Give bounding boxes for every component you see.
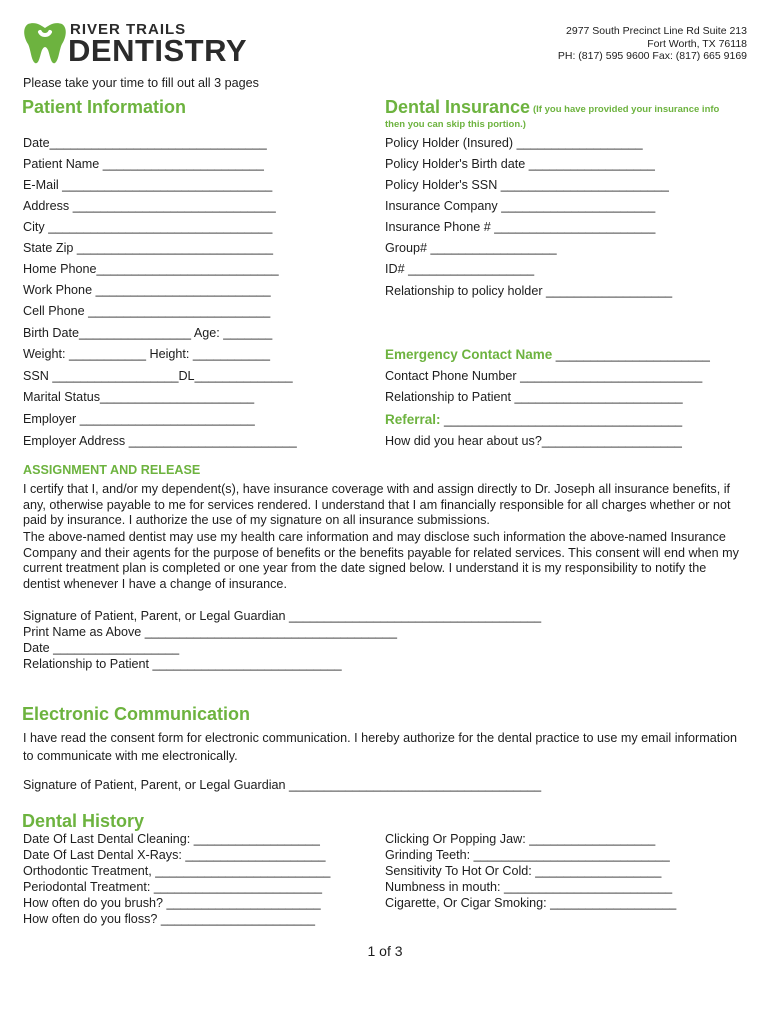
patient-field-marital[interactable]: Marital Status______________________ [23,390,255,404]
referral-question[interactable]: How did you hear about us?____________________ [385,434,682,448]
referral-line[interactable]: __________________________________ [440,413,683,427]
patient-field-employer[interactable]: Employer _________________________ [23,412,255,426]
patient-info-title: Patient Information [22,97,187,117]
history-smoking[interactable]: Cigarette, Or Cigar Smoking: __________________ [385,896,677,910]
electronic-comm-title: Electronic Communication [22,704,251,724]
history-brush-frequency[interactable]: How often do you brush? ______________________ [23,896,321,910]
address-line2: Fort Worth, TX 76118 [647,37,747,50]
assignment-title: ASSIGNMENT AND RELEASE [23,463,201,477]
patient-field-email[interactable]: E-Mail ______________________________ [23,178,273,192]
patient-field-address[interactable]: Address _____________________________ [23,199,276,213]
patient-field-weight-height[interactable]: Weight: ___________ Height: ___________ [23,347,270,361]
patient-field-work-phone[interactable]: Work Phone _________________________ [23,283,271,297]
assignment-relationship[interactable]: Relationship to Patient ___________________________ [23,657,342,671]
history-clicking-jaw[interactable]: Clicking Or Popping Jaw: __________________ [385,832,656,846]
ins-field-company[interactable]: Insurance Company ______________________ [385,199,656,213]
patient-field-home-phone[interactable]: Home Phone__________________________ [23,262,279,276]
logo-line1: RIVER TRAILS [70,21,187,38]
emergency-contact-row[interactable] [385,346,710,364]
patient-field-name[interactable]: Patient Name _______________________ [23,157,264,171]
ins-field-holder-birthdate[interactable]: Policy Holder's Birth date __________________ [385,157,655,171]
electronic-comm-paragraph: I have read the consent form for electronic communication. I hereby authorize for the dental practice to use my email information to communicate with me electronically. [23,731,738,763]
phone-fax-line: PH: (817) 595 9600 Fax: (817) 665 9169 [557,50,747,62]
history-last-cleaning[interactable]: Date Of Last Dental Cleaning: __________________ [23,832,320,846]
intro-text: Please take your time to fill out all 3 pages [23,76,259,90]
assignment-date[interactable]: Date __________________ [23,641,180,655]
patient-field-city[interactable]: City ________________________________ [23,220,273,234]
patient-field-cell-phone[interactable]: Cell Phone __________________________ [23,304,271,318]
ins-field-phone[interactable]: Insurance Phone # _______________________ [385,220,656,234]
emergency-contact-phone[interactable]: Contact Phone Number __________________________ [385,369,703,383]
history-last-xrays[interactable]: Date Of Last Dental X-Rays: ____________________ [23,848,326,862]
emergency-relationship[interactable]: Relationship to Patient ________________________ [385,390,683,404]
emergency-contact-line[interactable]: ______________________ [552,348,710,362]
dental-insurance-title: Dental Insurance [385,97,531,117]
patient-field-ssn-dl[interactable]: SSN __________________DL______________ [23,369,293,383]
insurance-note-line2: then you can skip this portion.) [385,119,526,130]
patient-field-employer-address[interactable]: Employer Address ________________________ [23,434,297,448]
insurance-note-line1: (If you have provided your insurance info [533,104,720,115]
assignment-signature[interactable]: Signature of Patient, Parent, or Legal Guardian ____________________________________ [23,609,542,623]
ins-field-policy-holder[interactable]: Policy Holder (Insured) __________________ [385,136,643,150]
history-floss-frequency[interactable]: How often do you floss? ______________________ [23,912,315,926]
page-number: 1 of 3 [367,943,403,959]
address-line1: 2977 South Precinct Line Rd Suite 213 [566,25,747,37]
ins-field-holder-ssn[interactable]: Policy Holder's SSN ________________________ [385,178,669,192]
tooth-logo-icon [22,20,68,66]
assignment-print-name[interactable]: Print Name as Above ____________________________________ [23,625,397,639]
history-numbness[interactable]: Numbness in mouth: ________________________ [385,880,673,894]
patient-field-state-zip[interactable]: State Zip ____________________________ [23,241,274,255]
patient-field-birth-age[interactable]: Birth Date________________ Age: _______ [23,326,273,340]
electronic-signature[interactable]: Signature of Patient, Parent, or Legal Guardian ____________________________________ [23,778,542,792]
practice-address [558,25,747,63]
referral-row[interactable] [385,411,682,429]
history-periodontal[interactable]: Periodontal Treatment: ________________________ [23,880,323,894]
emergency-contact-title: Emergency Contact Name [385,347,553,362]
assignment-paragraph2: The above-named dentist may use my health care information and may disclose such information the above-named Insurance Company and their agents for the purpose of benefits or the benefits payable for related services. This consent will end when my current treatment plan is completed or one year from the date signed below. I understand it is my responsibility to notify the dentist whenever I have a change of insurance. [23,530,739,591]
ins-field-relationship[interactable]: Relationship to policy holder __________________ [385,284,673,298]
ins-field-id[interactable]: ID# __________________ [385,262,535,276]
ins-field-group[interactable]: Group# __________________ [385,241,557,255]
history-grinding-teeth[interactable]: Grinding Teeth: ____________________________ [385,848,670,862]
assignment-paragraph1: I certify that I, and/or my dependent(s), have insurance coverage with and assign directly to Dr. Joseph all insurance benefits, if any, otherwise payable to me for services rendered. I understand that I am financially responsible for all charges whether or not paid by insurance. I authorize the use of my signature on all insurance submissions. [23,482,731,528]
history-orthodontic[interactable]: Orthodontic Treatment, _________________________ [23,864,331,878]
dental-history-title: Dental History [22,811,145,831]
referral-title: Referral: [385,412,441,427]
patient-field-date[interactable]: Date_______________________________ [23,136,267,150]
history-sensitivity[interactable]: Sensitivity To Hot Or Cold: __________________ [385,864,662,878]
logo-line2: DENTISTRY [68,33,248,68]
